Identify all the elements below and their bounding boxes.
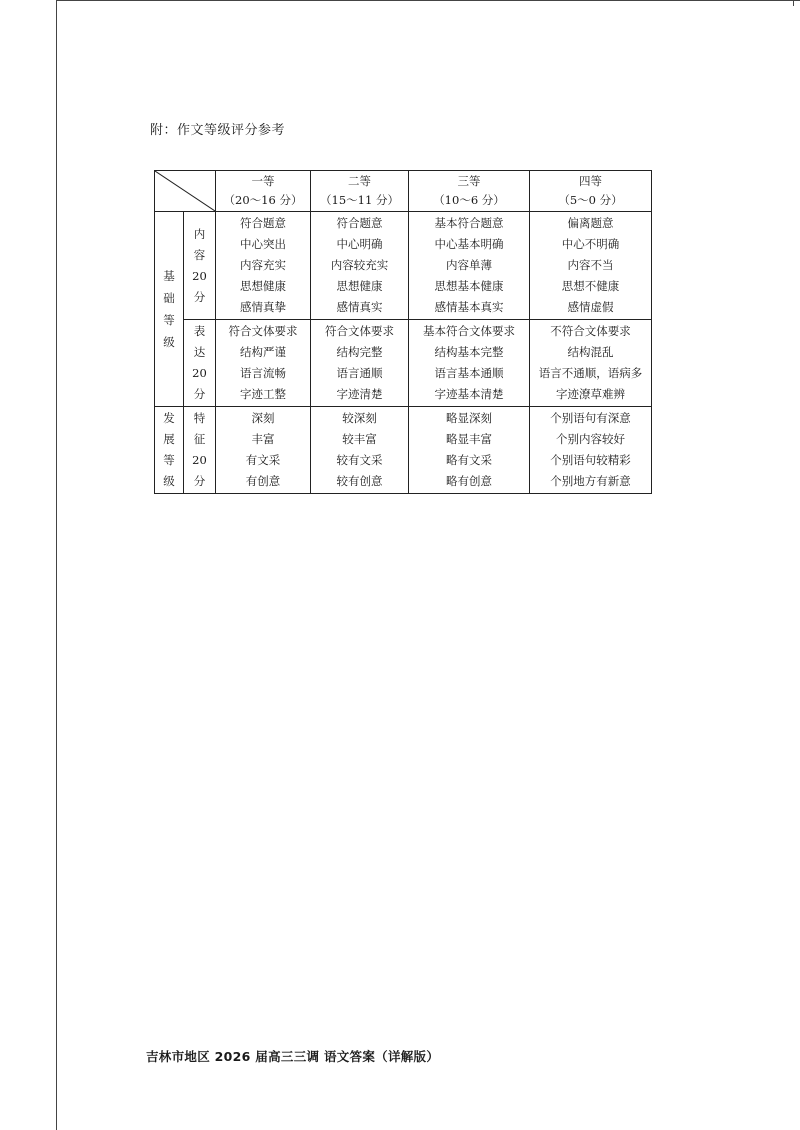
criteria-line: 思想不健康 bbox=[561, 279, 620, 293]
grade-name: 三等 bbox=[457, 174, 481, 188]
criteria-cell bbox=[530, 212, 652, 320]
criteria-cell bbox=[216, 212, 311, 320]
criteria-line: 偏离题意 bbox=[567, 216, 614, 230]
page-corner-mark bbox=[793, 0, 794, 6]
criteria-line: 语言基本通顺 bbox=[434, 366, 504, 380]
criteria-line: 个别语句有深意 bbox=[550, 411, 631, 425]
criteria-cell bbox=[409, 320, 530, 407]
table-row bbox=[155, 320, 652, 407]
sub-label-char: 分 bbox=[193, 387, 206, 401]
grade-name: 四等 bbox=[579, 174, 602, 188]
group-label-char: 等 bbox=[163, 313, 175, 327]
criteria-line: 较深刻 bbox=[342, 411, 377, 425]
criteria-line: 字迹基本清楚 bbox=[434, 387, 504, 401]
criteria-line: 符合文体要求 bbox=[228, 324, 298, 338]
table-row bbox=[155, 407, 652, 494]
sub-label-char: 征 bbox=[193, 432, 206, 446]
criteria-line: 中心不明确 bbox=[561, 237, 620, 251]
criteria-cell bbox=[216, 320, 311, 407]
criteria-line: 中心明确 bbox=[336, 237, 383, 251]
sub-label-char: 分 bbox=[193, 474, 206, 488]
criteria-line: 感情真挚 bbox=[240, 300, 286, 314]
group-label-char: 发 bbox=[163, 411, 175, 425]
criteria-line: 个别内容较好 bbox=[556, 432, 625, 446]
grade-header-cell bbox=[409, 171, 530, 212]
criteria-line: 内容较充实 bbox=[330, 258, 389, 272]
criteria-cell bbox=[311, 320, 409, 407]
criteria-line: 中心基本明确 bbox=[434, 237, 504, 251]
sub-label-feature bbox=[184, 407, 216, 494]
criteria-line: 思想健康 bbox=[336, 279, 383, 293]
criteria-line: 思想基本健康 bbox=[434, 279, 504, 293]
criteria-line: 个别语句较精彩 bbox=[550, 453, 631, 467]
criteria-line: 结构完整 bbox=[336, 345, 383, 359]
criteria-line: 内容不当 bbox=[567, 258, 614, 272]
criteria-line: 字迹潦草难辨 bbox=[556, 387, 625, 401]
criteria-cell bbox=[409, 212, 530, 320]
criteria-line: 字迹清楚 bbox=[336, 387, 383, 401]
table-row bbox=[155, 212, 652, 320]
group-label-char: 级 bbox=[163, 335, 175, 349]
grade-header-cell bbox=[530, 171, 652, 212]
criteria-line: 较有创意 bbox=[336, 474, 383, 488]
criteria-line: 中心突出 bbox=[240, 237, 286, 251]
criteria-cell bbox=[311, 212, 409, 320]
grading-rubric-table bbox=[154, 170, 652, 494]
sub-label-char: 容 bbox=[193, 247, 206, 262]
criteria-line: 略显深刻 bbox=[446, 411, 492, 425]
grade-name: 二等 bbox=[348, 174, 371, 188]
criteria-cell bbox=[530, 407, 652, 494]
sub-label-char: 达 bbox=[193, 345, 206, 359]
criteria-line: 语言流畅 bbox=[240, 366, 286, 380]
page-left-border bbox=[56, 0, 57, 1130]
sub-label-char: 20 bbox=[192, 453, 207, 467]
criteria-line: 结构基本完整 bbox=[434, 345, 504, 359]
grade-range: （10～6 分） bbox=[433, 193, 505, 207]
criteria-line: 内容充实 bbox=[240, 258, 286, 272]
criteria-line: 基本符合题意 bbox=[434, 216, 504, 230]
criteria-line: 较有文采 bbox=[336, 453, 383, 467]
grade-header-cell bbox=[311, 171, 409, 212]
group-label-char: 础 bbox=[163, 291, 175, 305]
criteria-cell bbox=[409, 407, 530, 494]
criteria-line: 符合题意 bbox=[240, 216, 286, 230]
sub-label-char: 表 bbox=[193, 324, 206, 338]
page-footer: 吉林市地区 2026 届高三三调 语文答案（详解版） bbox=[146, 1049, 440, 1064]
grade-range: （5～0 分） bbox=[558, 193, 623, 207]
sub-label-expression bbox=[184, 320, 216, 407]
criteria-line: 有文采 bbox=[245, 453, 281, 467]
criteria-line: 深刻 bbox=[251, 411, 275, 425]
criteria-cell bbox=[311, 407, 409, 494]
criteria-line: 略有文采 bbox=[446, 453, 492, 467]
criteria-line: 略显丰富 bbox=[446, 432, 492, 446]
criteria-line: 语言不通顺，语病多 bbox=[538, 366, 643, 380]
diagonal-line bbox=[155, 171, 215, 211]
criteria-cell bbox=[216, 407, 311, 494]
sub-label-char: 分 bbox=[193, 289, 206, 304]
grade-range: （15～11 分） bbox=[320, 193, 399, 207]
group-label-char: 等 bbox=[163, 453, 175, 467]
criteria-line: 结构严谨 bbox=[240, 345, 286, 359]
diagonal-corner-cell bbox=[155, 171, 216, 212]
grade-header-row bbox=[155, 171, 652, 212]
group-label-char: 基 bbox=[163, 269, 175, 283]
criteria-line: 内容单薄 bbox=[446, 258, 492, 272]
criteria-line: 较丰富 bbox=[342, 432, 377, 446]
criteria-line: 感情基本真实 bbox=[434, 300, 504, 314]
sub-label-char: 20 bbox=[192, 268, 207, 283]
criteria-line: 个别地方有新意 bbox=[550, 474, 631, 488]
sub-label-char: 内 bbox=[193, 226, 206, 241]
criteria-line: 思想健康 bbox=[240, 279, 286, 293]
criteria-line: 感情真实 bbox=[336, 300, 383, 314]
sub-label-char: 20 bbox=[192, 366, 207, 380]
group-label-char: 展 bbox=[163, 432, 175, 446]
criteria-line: 不符合文体要求 bbox=[550, 324, 631, 338]
criteria-line: 感情虚假 bbox=[567, 300, 614, 314]
grade-header-cell bbox=[216, 171, 311, 212]
group-label-char: 级 bbox=[163, 474, 175, 488]
criteria-cell bbox=[530, 320, 652, 407]
criteria-line: 符合题意 bbox=[336, 216, 383, 230]
grade-range: （20～16 分） bbox=[223, 193, 303, 207]
criteria-line: 基本符合文体要求 bbox=[423, 324, 515, 338]
sub-label-content bbox=[184, 212, 216, 320]
criteria-line: 丰富 bbox=[251, 432, 275, 446]
criteria-line: 略有创意 bbox=[446, 474, 492, 488]
criteria-line: 字迹工整 bbox=[240, 387, 286, 401]
page-heading: 附：作文等级评分参考 bbox=[150, 123, 286, 138]
grade-name: 一等 bbox=[251, 174, 275, 188]
group-label-basic bbox=[155, 212, 184, 407]
criteria-line: 结构混乱 bbox=[567, 345, 614, 359]
criteria-line: 语言通顺 bbox=[336, 366, 383, 380]
criteria-line: 有创意 bbox=[245, 474, 281, 488]
criteria-line: 符合文体要求 bbox=[325, 324, 394, 338]
group-label-development bbox=[155, 407, 184, 494]
sub-label-char: 特 bbox=[193, 411, 206, 425]
page-top-border bbox=[56, 0, 800, 1]
